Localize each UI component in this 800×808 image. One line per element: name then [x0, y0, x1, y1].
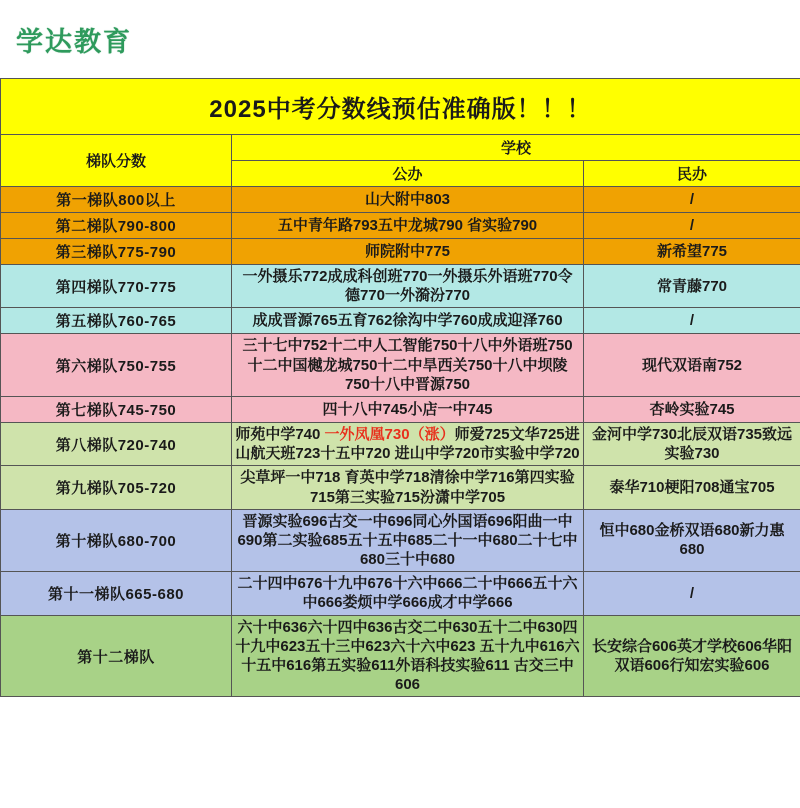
tier-label-cell: 第二梯队790-800	[1, 213, 232, 239]
table-row	[1, 213, 800, 239]
table-row	[1, 396, 800, 422]
public-schools-cell: 五中青年路793五中龙城790 省实验790	[232, 213, 584, 239]
table-row	[1, 187, 800, 213]
page-title: 2025中考分数线预估准确版！！！	[1, 79, 800, 135]
tier-label-cell: 第八梯队720-740	[1, 422, 232, 465]
school-text-segment: 师爱725文华725进山航天班723十五中720 进山中学720市实验中学720	[235, 425, 580, 463]
table-row	[1, 509, 800, 572]
tier-label-cell: 第一梯队800以上	[1, 187, 232, 213]
private-schools-cell: 现代双语南752	[584, 334, 800, 397]
public-schools-cell: 成成晋源765五育762徐沟中学760成成迎泽760	[232, 308, 584, 334]
table-row	[1, 239, 800, 265]
table-body	[1, 79, 800, 697]
score-table	[0, 78, 800, 697]
table-row	[1, 308, 800, 334]
table-row	[1, 466, 800, 509]
table-row	[1, 615, 800, 697]
private-schools-cell: 新希望775	[584, 239, 800, 265]
public-schools-cell: 四十八中745小店一中745	[232, 396, 584, 422]
private-schools-cell: 杏岭实验745	[584, 396, 800, 422]
tier-label-cell: 第三梯队775-790	[1, 239, 232, 265]
logo-band	[0, 0, 800, 78]
tier-label-cell: 第十梯队680-700	[1, 509, 232, 572]
private-schools-cell: 恒中680金桥双语680新力惠680	[584, 509, 800, 572]
private-schools-cell: 泰华710梗阳708通宝705	[584, 466, 800, 509]
public-schools-cell: 师院附中775	[232, 239, 584, 265]
private-schools-empty: /	[584, 213, 800, 239]
tier-label-cell: 第四梯队770-775	[1, 265, 232, 308]
title-row	[1, 79, 800, 135]
public-schools-cell: 山大附中803	[232, 187, 584, 213]
tier-label-cell: 第六梯队750-755	[1, 334, 232, 397]
tier-label-cell: 第五梯队760-765	[1, 308, 232, 334]
public-schools-cell	[232, 422, 584, 465]
private-schools-empty: /	[584, 308, 800, 334]
tier-label-cell: 第七梯队745-750	[1, 396, 232, 422]
table-row	[1, 572, 800, 615]
score-rise-highlight: 一外凤凰730（涨）	[324, 425, 455, 443]
brand-logo: 学达教育	[16, 26, 132, 57]
public-schools-cell: 晋源实验696古交一中696同心外国语696阳曲一中690第二实验685五十五中685二十一中680二十七中680三十中680	[232, 509, 584, 572]
table-row	[1, 334, 800, 397]
tier-label-cell: 第九梯队705-720	[1, 466, 232, 509]
table-row	[1, 265, 800, 308]
private-schools-cell: 常青藤770	[584, 265, 800, 308]
tier-label-cell: 第十一梯队665-680	[1, 572, 232, 615]
public-schools-cell: 三十七中752十二中人工智能750十八中外语班750十二中国樾龙城750十二中旱西关750十八中坝陵750十八中晋源750	[232, 334, 584, 397]
public-schools-cell: 尖草坪一中718 育英中学718清徐中学716第四实验715第三实验715汾潇中学705	[232, 466, 584, 509]
private-schools-empty: /	[584, 572, 800, 615]
public-schools-cell: 六十中636六十四中636古交二中630五十二中630四十九中623五十三中623六十六中623 五十九中616六十五中616第五实验611外语科技实验611 古交三中606	[232, 615, 584, 697]
header-school: 学校	[232, 135, 800, 161]
table-row	[1, 422, 800, 465]
header-private: 民办	[584, 161, 800, 187]
tier-label-cell: 第十二梯队	[1, 615, 232, 697]
private-schools-cell: 长安综合606英才学校606华阳双语606行知宏实验606	[584, 615, 800, 697]
header-tier-score: 梯队分数	[1, 135, 232, 187]
header-public: 公办	[232, 161, 584, 187]
public-schools-cell: 一外摄乐772成成科创班770一外摄乐外语班770令德770一外漪汾770	[232, 265, 584, 308]
private-schools-cell: 金河中学730北辰双语735致远实验730	[584, 422, 800, 465]
private-schools-empty: /	[584, 187, 800, 213]
header-row-top	[1, 135, 800, 161]
school-text-segment: 师苑中学740	[235, 425, 325, 443]
public-schools-cell: 二十四中676十九中676十六中666二十中666五十六中666娄烦中学666成才中学666	[232, 572, 584, 615]
